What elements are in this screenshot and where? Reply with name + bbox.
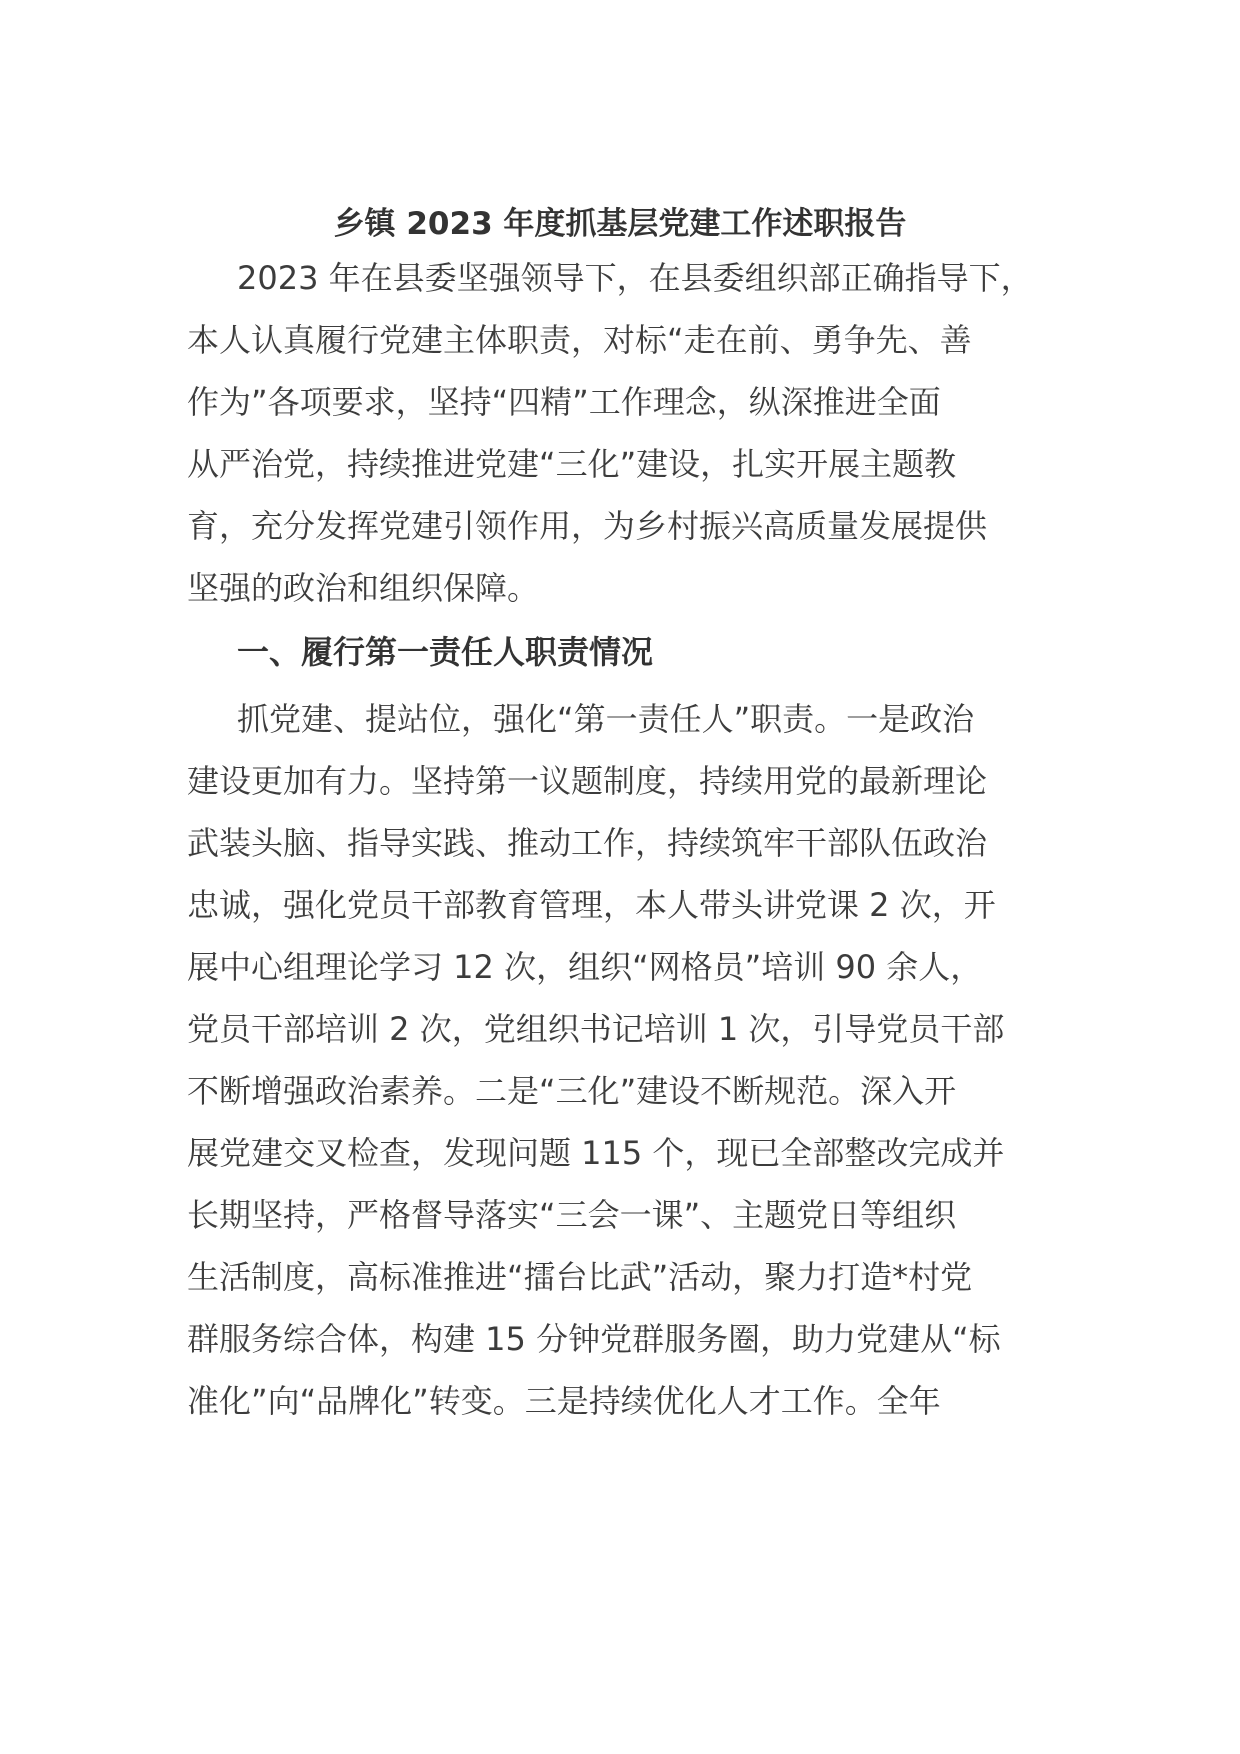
intro-line-3: 作为”各项要求，坚持“四精”工作理念，纵深推进全面 xyxy=(187,383,941,421)
intro-line-1: 2023 年在县委坚强领导下，在县委组织部正确指导下， xyxy=(237,259,1033,297)
section-1-line-6: 党员干部培训 2 次，党组织书记培训 1 次，引导党员干部 xyxy=(187,1010,1005,1048)
section-1-line-8: 展党建交叉检查，发现问题 115 个，现已全部整改完成并 xyxy=(187,1134,1005,1172)
section-1-line-9: 长期坚持，严格督导落实“三会一课”、主题党日等组织 xyxy=(187,1196,957,1234)
intro-line-5: 育，充分发挥党建引领作用，为乡村振兴高质量发展提供 xyxy=(187,507,988,545)
document-title: 乡镇 2023 年度抓基层党建工作述职报告 xyxy=(333,206,907,242)
intro-line-4: 从严治党，持续推进党建“三化”建设，扎实开展主题教 xyxy=(187,445,957,483)
section-1-line-2: 建设更加有力。坚持第一议题制度，持续用党的最新理论 xyxy=(187,762,988,800)
section-1-line-12: 准化”向“品牌化”转变。三是持续优化人才工作。全年 xyxy=(187,1382,941,1420)
section-1-line-11: 群服务综合体，构建 15 分钟党群服务圈，助力党建从“标 xyxy=(187,1320,1001,1358)
section-1-heading: 一、履行第一责任人职责情况 xyxy=(237,633,654,671)
intro-line-6: 坚强的政治和组织保障。 xyxy=(187,569,540,607)
section-1-line-4: 忠诚，强化党员干部教育管理，本人带头讲党课 2 次，开 xyxy=(187,886,996,924)
section-1-line-1: 抓党建、提站位，强化“第一责任人”职责。一是政治 xyxy=(237,700,975,738)
intro-line-2: 本人认真履行党建主体职责，对标“走在前、勇争先、善 xyxy=(187,321,972,359)
section-1-line-3: 武装头脑、指导实践、推动工作，持续筑牢干部队伍政治 xyxy=(187,824,988,862)
section-1-line-7: 不断增强政治素养。二是“三化”建设不断规范。深入开 xyxy=(187,1072,957,1110)
section-1-line-5: 展中心组理论学习 12 次，组织“网格员”培训 90 余人， xyxy=(187,948,983,986)
section-1-line-10: 生活制度，高标准推进“擂台比武”活动，聚力打造*村党 xyxy=(187,1258,973,1296)
